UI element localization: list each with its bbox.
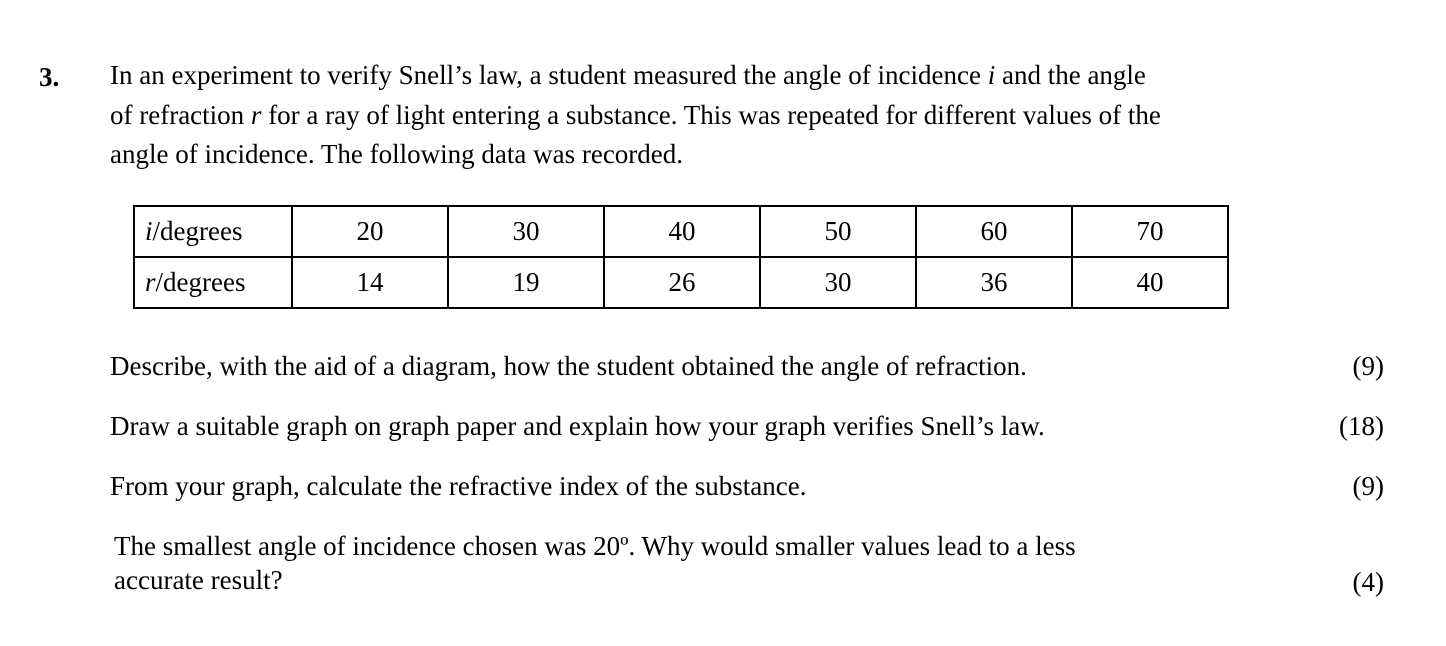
part-4-text <box>114 529 1076 597</box>
intro-line-2-text-a: of refraction <box>110 99 251 130</box>
part-1-marks: (9) <box>1352 351 1384 381</box>
intro-line-2-text-b: for a ray of light entering a substance. This was repeated for different values of the <box>261 99 1161 130</box>
table-row-refraction <box>134 257 1228 308</box>
intro-line-1 <box>110 56 1370 96</box>
table-row-incidence <box>134 206 1228 257</box>
part-3-text: From your graph, calculate the refractive index of the substance. <box>110 471 807 501</box>
row-label-var: r <box>145 267 156 297</box>
table-cell: 40 <box>1072 257 1228 308</box>
part-3-marks: (9) <box>1352 471 1384 501</box>
part-1-text: Describe, with the aid of a diagram, how the student obtained the angle of refraction. <box>110 351 1027 381</box>
question-number: 3. <box>39 62 60 92</box>
part-2-marks: (18) <box>1339 411 1384 441</box>
part-4-line-2: accurate result? <box>114 565 283 595</box>
table-cell: 30 <box>448 206 604 257</box>
table-cell: 30 <box>760 257 916 308</box>
row-label-unit: /degrees <box>155 267 246 297</box>
table-cell: 19 <box>448 257 604 308</box>
row-label-refraction <box>134 257 292 308</box>
row-label-unit: /degrees <box>152 216 243 246</box>
part-4-marks: (4) <box>1352 567 1384 597</box>
table-cell: 60 <box>916 206 1072 257</box>
intro-line-3: angle of incidence. The following data was recorded. <box>110 139 684 169</box>
variable-i: i <box>987 60 996 90</box>
intro-line-1-text-a: In an experiment to verify Snell’s law, a student measured the angle of incidence <box>110 60 988 90</box>
table-cell: 50 <box>760 206 916 257</box>
row-label-var: i <box>145 216 153 246</box>
part-2-text: Draw a suitable graph on graph paper and explain how your graph verifies Snell’s law. <box>110 411 1045 441</box>
table-cell: 40 <box>604 206 760 257</box>
part-4-line-1: The smallest angle of incidence chosen was 20º. Why would smaller values lead to a less <box>114 531 1076 561</box>
table-cell: 26 <box>604 257 760 308</box>
intro-line-1-text-b: and the angle <box>995 60 1146 90</box>
table-cell: 14 <box>292 257 448 308</box>
table-cell: 20 <box>292 206 448 257</box>
intro-line-2 <box>110 96 1370 136</box>
table-cell: 36 <box>916 257 1072 308</box>
variable-r: r <box>250 99 262 130</box>
question-intro <box>110 56 1370 175</box>
data-table <box>133 205 1229 309</box>
table-cell: 70 <box>1072 206 1228 257</box>
row-label-incidence <box>134 206 292 257</box>
